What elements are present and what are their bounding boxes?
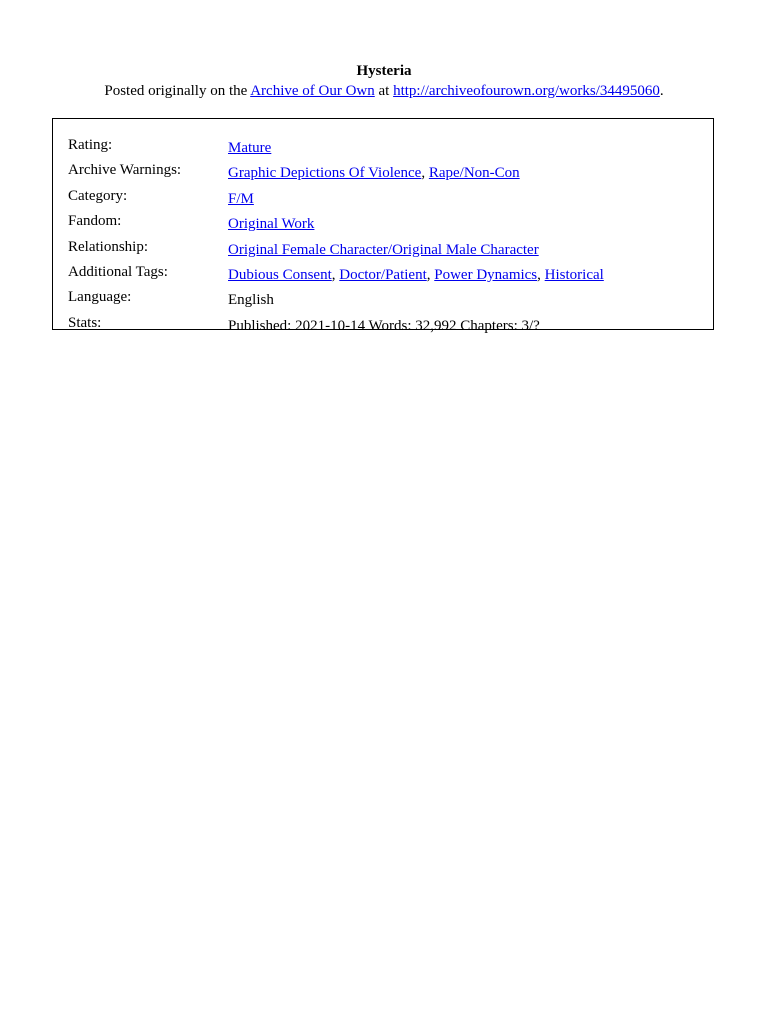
tag-link[interactable]: Power Dynamics <box>434 266 538 283</box>
fandom-value <box>228 212 604 237</box>
additional-tags-value: Dubious Consent, Doctor/Patient, Power Dynamics, Historical <box>228 266 604 283</box>
at-text: at <box>374 83 394 99</box>
category-value <box>228 187 604 212</box>
meta-row-relationship <box>68 238 604 263</box>
meta-row-rating <box>68 136 604 161</box>
meta-row-stats <box>68 314 604 339</box>
tag-link[interactable]: Dubious Consent <box>228 266 332 283</box>
tag-link[interactable]: Rape/Non-Con <box>428 165 520 182</box>
posted-line <box>0 81 768 101</box>
period: . <box>659 83 664 99</box>
language-label: Language: <box>68 289 132 306</box>
work-title: Hysteria <box>356 63 412 79</box>
meta-row-category <box>68 187 604 212</box>
rating-label: Rating: <box>68 137 113 153</box>
language-value: English <box>228 292 274 309</box>
work-header <box>0 61 768 101</box>
tag-link[interactable]: Historical <box>544 266 604 283</box>
warnings-label: Archive Warnings: <box>68 162 182 179</box>
stats-label: Stats: <box>68 314 102 331</box>
tag-link[interactable]: F/M <box>228 190 254 207</box>
tag-link[interactable]: Doctor/Patient <box>339 266 427 283</box>
tag-link[interactable]: Mature <box>228 140 272 156</box>
meta-row-language <box>68 288 604 313</box>
tag-link[interactable]: Original Female Character/Original Male Character <box>228 241 539 258</box>
meta-row-fandom <box>68 212 604 237</box>
work-meta-box <box>52 118 714 334</box>
work-meta-table <box>68 136 604 339</box>
archive-link[interactable]: Archive of Our Own <box>250 83 375 99</box>
tag-link[interactable]: Original Work <box>228 216 315 233</box>
work-url-link[interactable]: http://archiveofourown.org/works/34495060 <box>393 83 660 99</box>
rating-value <box>228 136 604 161</box>
posted-prefix: Posted originally on the <box>104 83 251 99</box>
meta-row-warnings <box>68 161 604 186</box>
stats-value: Published: 2021-10-14 Words: 32,992 Chapters: 3/? <box>228 317 540 334</box>
fandom-label: Fandom: <box>68 213 122 230</box>
category-label: Category: <box>68 187 128 204</box>
relationship-value <box>228 238 604 263</box>
meta-row-additional-tags <box>68 263 604 288</box>
tag-link[interactable]: Graphic Depictions Of Violence <box>228 165 422 182</box>
relationship-label: Relationship: <box>68 238 148 255</box>
warnings-value: Graphic Depictions Of Violence, Rape/Non-Con <box>228 165 520 182</box>
additional-tags-label: Additional Tags: <box>68 263 168 280</box>
